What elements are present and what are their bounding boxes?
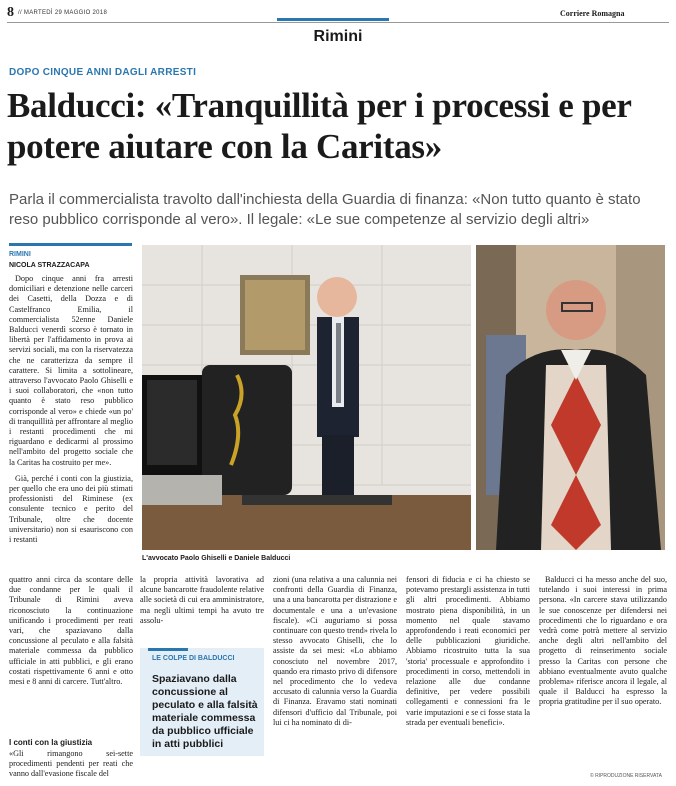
photo-office-illustration: [142, 245, 471, 550]
byline: NICOLA STRAZZACAPA: [9, 262, 90, 269]
paragraph: la propria attività lavorativa ad alcune bancarotte fraudolente relative alle società di cui era amministratore, ma negli ultimi tempi ha avuto tre assolu-: [140, 575, 264, 625]
article-column-1: [9, 274, 133, 551]
article-column-2b: [9, 749, 133, 786]
paragraph: «Gli rimangono sei-sette procedimenti pendenti per reati che vanno dall'evasione fiscale del: [9, 749, 133, 779]
photo-office: [142, 245, 471, 550]
article-column-5: [406, 575, 530, 734]
paragraph: fensori di fiducia e ci ha chiesto se potevamo prestargli assistenza in tutti gli altri procedimenti. Abbiamo mostrato piena disponibilità, in un momento nel quale stavamo approfondendo i reati economici per delle pubblicazioni giuridiche. Abbiamo ricostruito tutta la sua 'storia' processuale e approfondito i procedimenti in corso, mettendoli in relazione alle due condanne definitive, per vedere possibili collegamenti e connessioni fra le varie imputazioni e se ci fosse stata la strada per eventuali benefici».: [406, 575, 530, 727]
subheading-conti: I conti con la giustizia: [9, 738, 93, 747]
paragraph: Balducci ci ha messo anche del suo, tutelando i suoi interessi in prima persona. «In carcere stava utilizzando le sue conoscenze per difendersi nei procedimenti che lo riguardano e ora vedrà come potrà mettere al servizio anche degli altri nell'ambito del progetto di reinserimento sociale presso la Caritas con persone che abbiano eventualmente avuto qualche problema» riferisce ancora il legale, al quale il Balducci ha espresso la propria gratitudine per il suo operato.: [539, 575, 667, 707]
box-accent-bar: [148, 648, 188, 651]
photo-portrait-illustration: [476, 245, 665, 550]
photo-caption: L'avvocato Paolo Ghiselli e Daniele Balducci: [142, 555, 291, 562]
issue-date: // MARTEDÌ 29 MAGGIO 2018: [18, 10, 108, 16]
paragraph: Già, perché i conti con la giustizia, per quello che era uno dei più stimati professionisti del Riminese (ex consulente tecnico e perito del Tribunale, oltre che docente universitario) non si esauriscono con i restanti: [9, 473, 133, 545]
paragraph: Dopo cinque anni fra arresti domiciliari e detenzione nelle carceri dei Casetti, della Dozza e di Castelfranco Emilia, il commercialista 52enne Daniele Balducci venerdì scorso è tornato in libertà per l'affidamento in prova ai servizi sociali, ma con la riservatezza che ne caratterizza da sempre il carattere. Si limita a sottolineare, attraverso l'avvocato Paolo Ghiselli e i suoi collaboratori, che «non tutto quanto è stato reso pubblico corrisponde al vero» e chiede «un po' di tranquillità per affrontare al meglio i restanti procedimenti che mi riguardano e dedicarmi al prossimo nell'ambito del progetto sociale che la Caritas ha costruito per me».: [9, 274, 133, 467]
masthead: Corriere Romagna: [560, 9, 625, 18]
article-column-2: [9, 575, 133, 693]
dateline: RIMINI: [9, 251, 31, 258]
article-subhead: Parla il commercialista travolto dall'inchiesta della Guardia di finanza: «Non tutto quanto è stato reso pubblico corrisponde al vero». Il legale: «Le sue competenze al servizio degli altri»: [9, 191, 641, 228]
box-label: LE COLPE DI BALDUCCI: [152, 655, 235, 662]
article-column-3: [140, 575, 264, 632]
page-number: 8: [7, 5, 14, 20]
paragraph: zioni (una relativa a una calunnia nei confronti della Guardia di Finanza, una a una bancarotta per distrazione e documentale e una a un'evasione fiscale). «Ci auguriamo si possa continuare con questo trend» rivela lo stesso avvocato Ghiselli, che lo assiste da sei mesi: «Lo abbiamo conosciuto nel novembre 2017, quando era rimasto privo di difensore nel procedimento che lo vedeva accusato di calunnia verso la Guardia di Finanza. Eravamo stati nominati difensori d'ufficio dal Tribunale, poi lui ci ha nominato di di-: [273, 575, 397, 727]
paragraph: quattro anni circa da scontare delle due condanne per le quali il Tribunale di Rimini aveva riconosciuto la continuazione unificando i procedimenti per reati vari, che spaziavano dalla concussione al peculato e alla falsità materiale commessa da pubblico ufficiale in atti pubblici, e gli erano costati rispettivamente 6 anni e otto mesi e 8 anni di carcere. Tutt'altro.: [9, 575, 133, 687]
article-kicker: DOPO CINQUE ANNI DAGLI ARRESTI: [9, 67, 197, 78]
copyright-credit: © RIPRODUZIONE RISERVATA: [590, 773, 662, 779]
article-column-6: [539, 575, 667, 714]
top-rule: [7, 22, 669, 23]
section-title: Rimini: [313, 28, 363, 45]
section-accent-bar: [277, 18, 389, 21]
column-accent-bar: [9, 243, 132, 246]
photo-portrait: [476, 245, 665, 550]
article-column-4: [273, 575, 397, 734]
box-text: Spaziavano dalla concussione al peculato e alla falsità materiale commessa da pubblico ufficiale in atti pubblici: [152, 673, 258, 750]
article-headline: Balducci: «Tranquillità per i processi e per potere aiutare con la Caritas»: [7, 86, 631, 166]
